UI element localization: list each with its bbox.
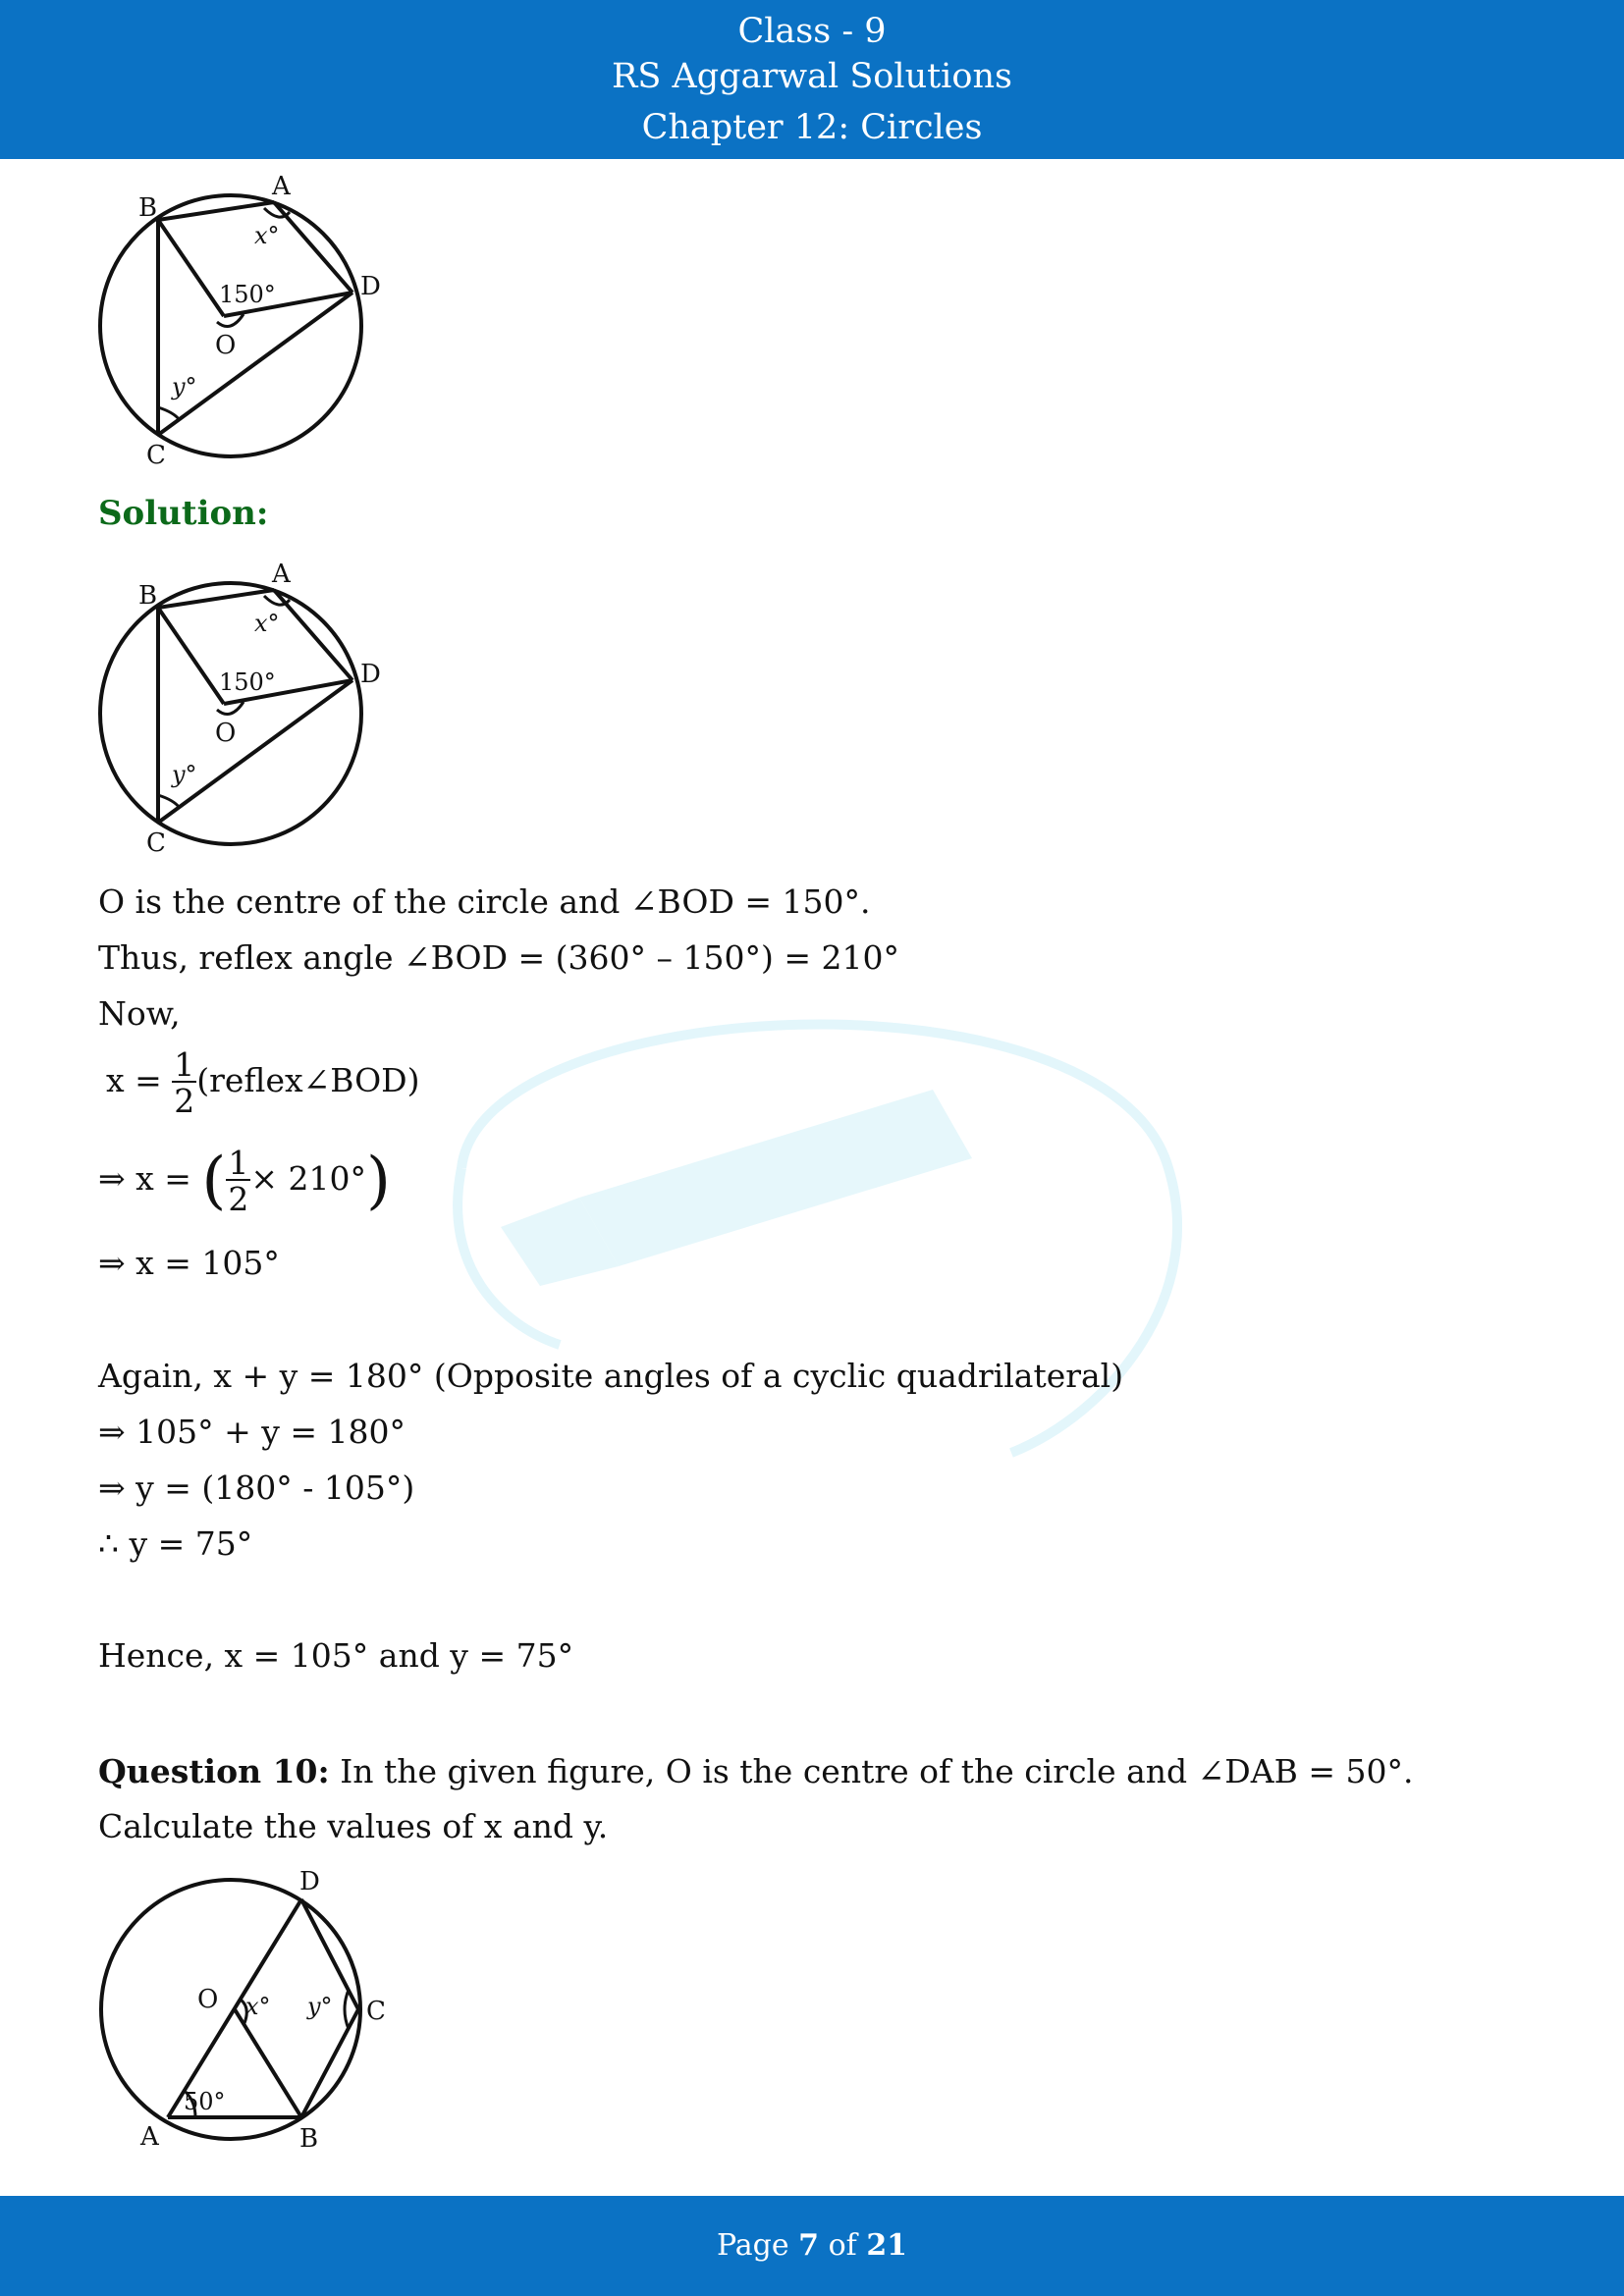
eq1-frac-den: 2 (174, 1082, 195, 1120)
eq2-frac-num: 1 (228, 1144, 249, 1182)
sol-fig-label-y: y° (172, 761, 197, 788)
page-footer (0, 2196, 1624, 2296)
solution-label: Solution: (98, 494, 269, 533)
question10-figure (93, 1860, 407, 2155)
solution-line-1: O is the centre of the circle and ∠BOD = 150°. (98, 882, 871, 921)
fig10-label-o: O (197, 1985, 219, 2014)
fig9-label-y: y° (172, 373, 197, 400)
eq1-lhs: x = (106, 1061, 173, 1099)
fig10-label-d: D (299, 1867, 320, 1896)
sol-fig-label-o: O (215, 719, 237, 748)
solution-line-4: Again, x + y = 180° (Opposite angles of a cyclic quadrilateral) (98, 1357, 1124, 1395)
question9-figure (93, 167, 407, 476)
eq2-open-paren: ( (201, 1145, 227, 1217)
fig10-label-y: y° (307, 1993, 333, 2020)
question-10-text: In the given figure, O is the centre of the circle and ∠DAB = 50°. Calculate the values of x and y. (98, 1752, 1414, 1845)
fig9-label-c: C (146, 441, 166, 470)
footer-page-total: 21 (866, 2228, 908, 2263)
fig9-label-b: B (138, 193, 158, 223)
fig9-label-angle: 150° (219, 281, 276, 308)
footer-of-word: of (828, 2228, 857, 2263)
sol-fig-label-a: A (272, 560, 291, 589)
fig9-label-a: A (272, 172, 291, 201)
sol-fig-label-c: C (146, 828, 166, 858)
equation-x-half-reflex (106, 1045, 420, 1120)
solution-line-2: Thus, reflex angle ∠BOD = (360° – 150°) = 210° (98, 938, 899, 977)
question-10 (98, 1744, 1532, 1854)
eq1-frac-num: 1 (174, 1045, 195, 1084)
solution-line-7: ∴ y = 75° (98, 1524, 253, 1563)
solution-line-6: ⇒ y = (180° - 105°) (98, 1468, 415, 1507)
fig9-label-d: D (360, 272, 381, 301)
fig10-label-x: x° (245, 1993, 271, 2020)
solution-conclusion: Hence, x = 105° and y = 75° (98, 1636, 574, 1675)
page-header (0, 0, 1624, 159)
eq2-lhs: ⇒ x = (98, 1159, 202, 1198)
eq1-rhs: (reflex∠BOD) (196, 1061, 420, 1099)
question-10-label: Question 10: (98, 1752, 330, 1790)
study-path-watermark (422, 972, 1208, 1482)
fig10-label-b: B (299, 2124, 319, 2154)
eq2-fraction (226, 1144, 250, 1218)
solution-line-3: Now, (98, 994, 181, 1033)
fig9-label-o: O (215, 331, 237, 360)
header-chapter: Chapter 12: Circles (641, 108, 983, 147)
sol-fig-label-b: B (138, 581, 158, 611)
fig10-label-a: A (140, 2122, 159, 2152)
footer-page-word: Page (716, 2228, 789, 2263)
sol-fig-label-x: x° (254, 610, 280, 637)
solution-line-5: ⇒ 105° + y = 180° (98, 1413, 406, 1451)
header-book: RS Aggarwal Solutions (612, 57, 1012, 96)
fig9-label-x: x° (254, 222, 280, 249)
footer-page-number: 7 (798, 2228, 820, 2263)
sol-fig-label-angle: 150° (219, 668, 276, 696)
solution-figure (93, 555, 407, 864)
header-class: Class - 9 (737, 12, 887, 51)
sol-fig-label-d: D (360, 660, 381, 689)
eq2-close-paren: ) (366, 1145, 391, 1217)
fig10-label-angle: 50° (184, 2088, 226, 2115)
eq2-frac-den: 2 (228, 1180, 249, 1218)
fig10-label-c: C (366, 1997, 386, 2026)
equation-x-value-step (98, 1144, 391, 1218)
eq2-rhs: × 210° (250, 1159, 366, 1198)
equation-x-result: ⇒ x = 105° (98, 1244, 280, 1282)
eq1-fraction (172, 1045, 196, 1120)
